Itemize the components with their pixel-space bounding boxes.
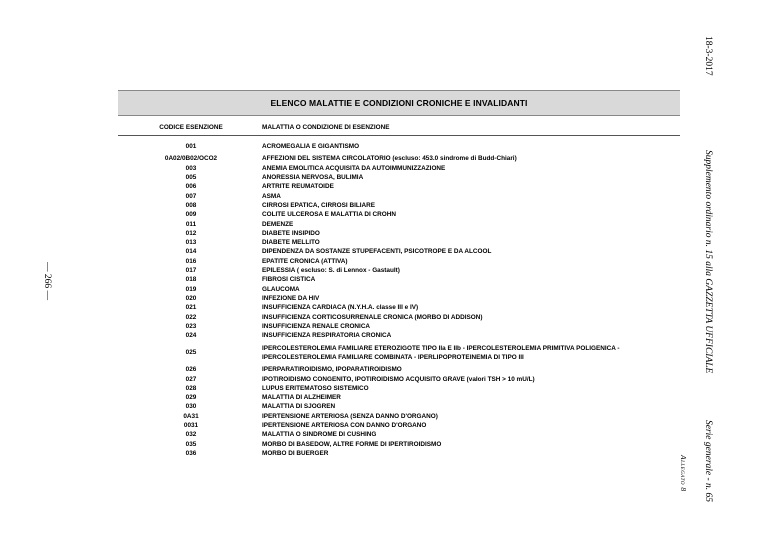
- exemption-code: 035: [185, 440, 197, 448]
- exemption-code: 009: [185, 211, 197, 219]
- table-row: [118, 201, 680, 210]
- table-row: [118, 440, 680, 449]
- condition-name: EPATITE CRONICA (ATTIVA): [262, 257, 348, 265]
- condition-name: INSUFFICIENZA CORTICOSURRENALE CRONICA (MORBO DI ADDISON): [262, 313, 483, 321]
- table-row: [118, 303, 680, 312]
- condition-name: AFFEZIONI DEL SISTEMA CIRCOLATORIO (escluso: 453.0 sindrome di Budd-Chiari): [262, 155, 517, 163]
- exemption-code: 0A02/0B02/OCO2: [164, 155, 218, 163]
- exemption-code: 019: [185, 285, 197, 293]
- condition-name: IPERTENSIONE ARTERIOSA CON DANNO D'ORGANO: [262, 422, 427, 430]
- exemption-code: 020: [185, 295, 197, 302]
- exemption-code: 003: [185, 164, 197, 172]
- page-number: — 266 —: [42, 262, 52, 300]
- condition-name: COLITE ULCEROSA E MALATTIA DI CROHN: [262, 211, 396, 219]
- table-row: [118, 142, 680, 151]
- table-row: [118, 384, 680, 393]
- column-header-code: CODICE ESENZIONE: [159, 124, 223, 131]
- condition-name: INSUFFICIENZA CARDIACA (N.Y.H.A. classe III e IV): [262, 304, 419, 312]
- exemption-code: 029: [185, 394, 197, 402]
- exemption-code: 007: [185, 192, 197, 200]
- exemption-code: 0A31: [183, 412, 199, 420]
- exemption-code: 028: [185, 384, 197, 392]
- table-row: [118, 182, 680, 191]
- condition-name: ANEMIA EMOLITICA ACQUISITA DA AUTOIMMUNIZZAZIONE: [262, 164, 446, 172]
- supplement-title: Supplemento ordinario n. 15 alla GAZZETTA UFFICIALE: [703, 150, 713, 374]
- exemption-code: 036: [185, 450, 197, 457]
- condition-name: MALATTIA DI SJOGREN: [262, 403, 336, 411]
- condition-name: DIABETE INSIPIDO: [262, 229, 320, 237]
- exemption-code: 008: [185, 201, 197, 209]
- table-row: [118, 210, 680, 219]
- table-title: ELENCO MALATTIE E CONDIZIONI CRONICHE E INVALIDANTI: [118, 90, 680, 116]
- table-row: [118, 313, 680, 322]
- exemption-code: 022: [185, 313, 197, 321]
- condition-name: LUPUS ERITEMATOSO SISTEMICO: [262, 384, 369, 392]
- condition-name: IPERCOLESTEROLEMIA FAMILIARE ETEROZIGOTE TIPO IIa E IIb - IPERCOLESTEROLEMIA PRIMITIVA POLIGENICA - IPERCOLESTEROLEMIA FAMILIARE COMBINATA - IPERLIPOPROTEINEMIA DI TIPO III: [262, 344, 620, 361]
- condition-name: MALATTIA O SINDROME DI CUSHING: [262, 431, 377, 439]
- series-number: Serie generale - n. 65: [703, 420, 713, 503]
- condition-name: INSUFFICIENZA RENALE CRONICA: [262, 322, 371, 330]
- condition-name: IPOTIROIDISMO CONGENITO, IPOTIROIDISMO ACQUISITO GRAVE (valori TSH > 10 mU/L): [262, 375, 535, 383]
- table-row: [118, 322, 680, 331]
- table-row: [118, 266, 680, 275]
- table-row: [118, 154, 680, 163]
- table-row: [118, 164, 680, 173]
- table-row: [118, 344, 680, 363]
- condition-name: DEMENZE: [262, 220, 294, 228]
- table-row: [118, 449, 680, 458]
- table-row: [118, 294, 680, 303]
- attachment-label: Allegato 8: [679, 455, 688, 492]
- table-row: [118, 238, 680, 247]
- exemption-code: 027: [185, 375, 197, 383]
- exemption-code: 016: [185, 257, 197, 265]
- table-row: [118, 247, 680, 256]
- exemption-code: 023: [185, 322, 197, 330]
- condition-name: DIPENDENZA DA SOSTANZE STUPEFACENTI, PSICOTROPE E DA ALCOOL: [262, 248, 492, 256]
- condition-name: IPERTENSIONE ARTERIOSA (SENZA DANNO D'ORGANO): [262, 412, 438, 420]
- exemption-code: 025: [185, 349, 197, 357]
- condition-name: MORBO DI BUERGER: [262, 450, 329, 457]
- table-row: [118, 375, 680, 384]
- table-row: [118, 393, 680, 402]
- exemption-code: 026: [185, 366, 197, 374]
- exemption-list: [118, 142, 680, 458]
- exemption-code: 001: [185, 143, 197, 150]
- header-divider: [118, 135, 680, 136]
- exemption-code: 005: [185, 173, 197, 181]
- condition-name: GLAUCOMA: [262, 285, 300, 293]
- table-row: [118, 257, 680, 266]
- exemption-code: 0031: [183, 422, 199, 430]
- condition-name: MORBO DI BASEDOW, ALTRE FORME DI IPERTIROIDISMO: [262, 440, 442, 448]
- condition-name: ACROMEGALIA E GIGANTISMO: [262, 143, 360, 150]
- exemption-code: 011: [185, 220, 197, 228]
- exemption-code: 006: [185, 183, 197, 191]
- table-row: [118, 229, 680, 238]
- condition-name: EPILESSIA ( escluso: S. di Lennox - Gastault): [262, 267, 400, 275]
- condition-name: ARTRITE REUMATOIDE: [262, 183, 334, 191]
- condition-name: MALATTIA DI ALZHEIMER: [262, 394, 341, 402]
- exemption-code: 024: [185, 332, 197, 340]
- condition-name: INFEZIONE DA HIV: [262, 295, 320, 302]
- table-row: [118, 412, 680, 421]
- table-row: [118, 331, 680, 340]
- condition-name: INSUFFICIENZA RESPIRATORIA CRONICA: [262, 332, 392, 340]
- table-row: [118, 430, 680, 439]
- table-row: [118, 421, 680, 430]
- table-row: [118, 365, 680, 374]
- condition-name: CIRROSI EPATICA, CIRROSI BILIARE: [262, 201, 376, 209]
- exemption-code: 021: [185, 304, 197, 312]
- table-row: [118, 192, 680, 201]
- exemption-code: 017: [185, 267, 197, 275]
- exemption-code: 012: [185, 229, 197, 237]
- condition-name: FIBROSI CISTICA: [262, 276, 316, 284]
- condition-name: DIABETE MELLITO: [262, 239, 320, 247]
- exemption-code: 032: [185, 431, 197, 439]
- condition-name: ASMA: [262, 192, 281, 200]
- exemption-code: 018: [185, 276, 197, 284]
- condition-name: IPERPARATIROIDISMO, IPOPARATIROIDISMO: [262, 366, 402, 374]
- exemption-code: 014: [185, 248, 197, 256]
- table-row: [118, 220, 680, 229]
- table-row: [118, 402, 680, 411]
- column-header-condition: MALATTIA O CONDIZIONE DI ESENZIONE: [262, 124, 390, 131]
- table-row: [118, 275, 680, 284]
- exemption-code: 013: [185, 239, 197, 247]
- condition-name: ANORESSIA NERVOSA, BULIMIA: [262, 173, 364, 181]
- table-row: [118, 285, 680, 294]
- issue-date: 18-3-2017: [703, 36, 713, 76]
- exemption-code: 030: [185, 403, 197, 411]
- table-row: [118, 173, 680, 182]
